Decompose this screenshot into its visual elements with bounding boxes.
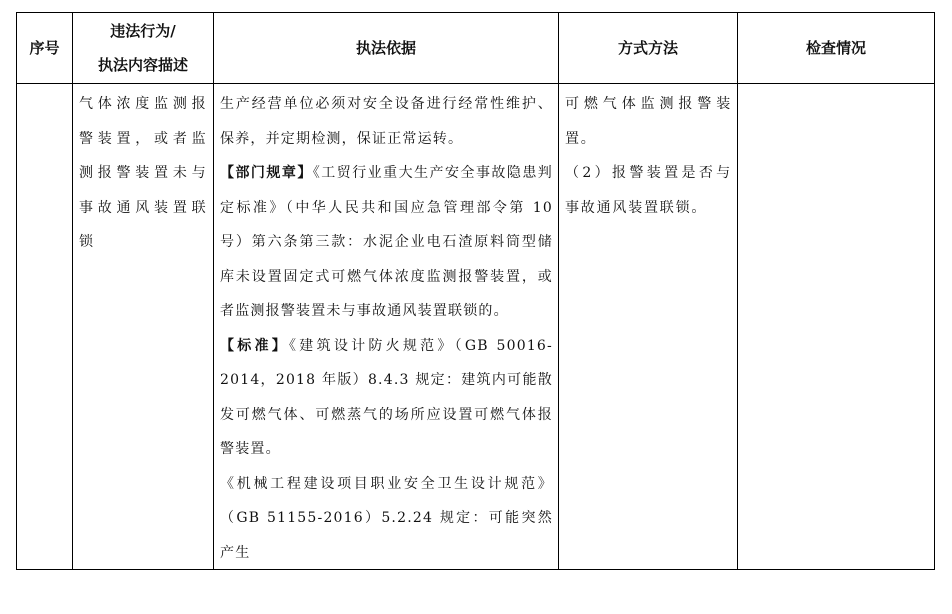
cell-method bbox=[559, 84, 738, 570]
basis-text-standard: 《建筑设计防火规范》（GB 50016-2014，2018 年版）8.4.3 规定：建筑内可能散发可燃气体、可燃蒸气的场所应设置可燃气体报警装置。 bbox=[220, 337, 553, 457]
header-inspection: 检查情况 bbox=[738, 13, 935, 84]
header-method: 方式方法 bbox=[559, 13, 738, 84]
method-paragraph-1: 可燃气体监测报警装置。 bbox=[565, 96, 732, 147]
cell-seq-text bbox=[17, 84, 72, 569]
cell-seq bbox=[17, 84, 73, 570]
basis-paragraph-3 bbox=[220, 329, 553, 467]
header-basis: 执法依据 bbox=[214, 13, 559, 84]
basis-tag-regulation: 【部门规章】 bbox=[220, 165, 313, 181]
cell-inspection bbox=[738, 84, 935, 570]
behavior-text: 气体浓度监测报警装置，或者监测报警装置未与事故通风装置联锁 bbox=[79, 96, 208, 250]
basis-paragraph-1: 生产经营单位必须对安全设备进行经常性维护、保养，并定期检测，保证正常运转。 bbox=[220, 96, 553, 147]
basis-text-regulation: 《工贸行业重大生产安全事故隐患判定标准》（中华人民共和国应急管理部令第 10 号）第六条第三款：水泥企业电石渣原料筒型储库未设置固定式可燃气体浓度监测报警装置，或者监测报警装置未与事故通风装置联锁的。 bbox=[220, 165, 554, 319]
header-row bbox=[17, 13, 935, 84]
basis-paragraph-4: 《机械工程建设项目职业安全卫生设计规范》（GB 51155-2016）5.2.24 规定：可能突然产生 bbox=[220, 475, 553, 561]
basis-paragraph-2 bbox=[220, 156, 553, 329]
header-behavior bbox=[73, 13, 214, 84]
header-behavior-line2: 执法内容描述 bbox=[97, 56, 188, 74]
enforcement-table bbox=[16, 12, 935, 570]
cell-basis bbox=[214, 84, 559, 570]
cell-behavior bbox=[73, 84, 214, 570]
table-row bbox=[17, 84, 935, 570]
method-paragraph-2: （2）报警装置是否与事故通风装置联锁。 bbox=[565, 165, 732, 216]
basis-tag-standard: 【标准】 bbox=[220, 337, 290, 354]
header-behavior-line1: 违法行为/ bbox=[110, 22, 176, 40]
inspection-text bbox=[738, 84, 934, 569]
header-seq: 序号 bbox=[17, 13, 73, 84]
